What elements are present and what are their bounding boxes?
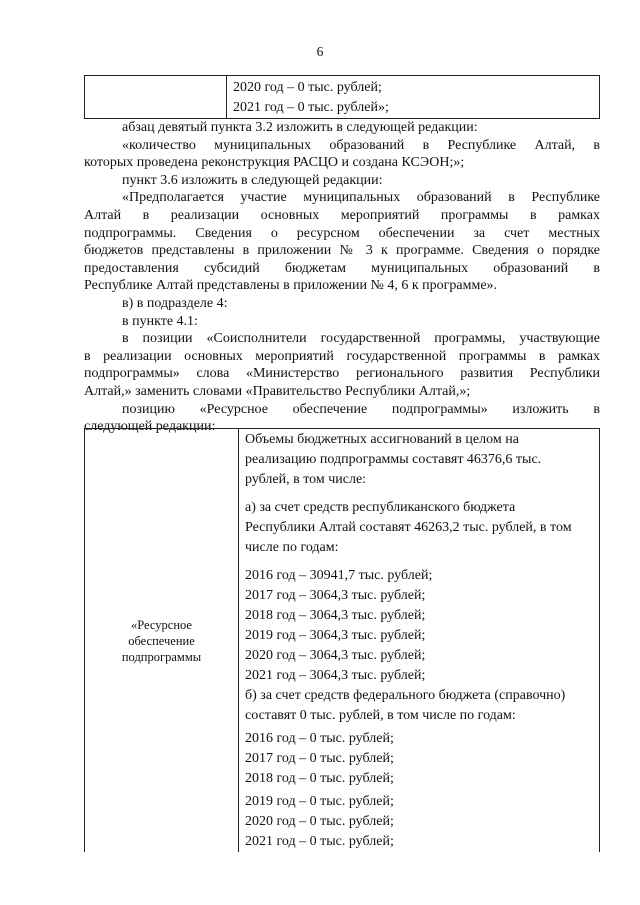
text-line: в реализации основных мероприятий государственной программы в рамках xyxy=(84,348,600,364)
text-line: в пункте 4.1: xyxy=(122,313,198,329)
top-table-line: 2021 год – 0 тыс. рублей»; xyxy=(233,100,389,115)
top-table-left-cell xyxy=(85,76,227,119)
page-number: 6 xyxy=(316,44,324,59)
text-line: в позиции «Соисполнители государственной программы, участвующие xyxy=(122,331,600,347)
intro-line: реализацию подпрограммы составят 46376,6 тыс. xyxy=(245,452,542,467)
paragraph-resources-first xyxy=(84,401,600,419)
regional-year-line: 2020 год – 3064,3 тыс. рублей; xyxy=(245,648,426,663)
text-line: бюджетов представлены в приложении № 3 к программе. Сведения о порядке xyxy=(84,243,600,259)
federal-intro-line: составят 0 тыс. рублей, в том числе по годам: xyxy=(245,708,516,723)
text-line: позицию «Ресурсное обеспечение подпрограммы» изложить в xyxy=(122,401,600,417)
top-table-fragment xyxy=(84,75,600,119)
text-line: «количество муниципальных образований в Республике Алтай, в xyxy=(122,137,600,153)
resources-label-line: обеспечение xyxy=(128,633,195,648)
resources-label-line: подпрограммы xyxy=(121,649,202,664)
federal-year-line: 2016 год – 0 тыс. рублей; xyxy=(245,731,394,746)
text-line: абзац девятый пункта 3.2 изложить в следующей редакции: xyxy=(122,120,478,135)
regional-intro-line: Республики Алтай составят 46263,2 тыс. рублей, в том xyxy=(245,520,572,535)
paragraph-3-2 xyxy=(84,119,600,137)
text-line: пункт 3.6 изложить в следующей редакции: xyxy=(122,172,383,188)
regional-year-line: 2018 год – 3064,3 тыс. рублей; xyxy=(245,608,426,623)
text-line: в) в подразделе 4: xyxy=(122,295,228,311)
regional-year-line: 2021 год – 3064,3 тыс. рублей; xyxy=(245,668,426,683)
resources-label-cell xyxy=(85,429,239,853)
text-line: предоставления субсидий бюджетам муниципальных образований в xyxy=(84,260,600,276)
paragraph-quote-3-2 xyxy=(84,137,600,155)
regional-intro-line: числе по годам: xyxy=(245,540,339,555)
resources-table xyxy=(84,428,600,852)
regional-intro-line: а) за счет средств республиканского бюджета xyxy=(245,500,516,515)
intro-line: рублей, в том числе: xyxy=(245,472,367,487)
resources-content-cell xyxy=(239,429,600,853)
text-line: которых проведена реконструкция РАСЦО и создана КСЭОН;»; xyxy=(84,155,465,171)
intro-line: Объемы бюджетных ассигнований в целом на xyxy=(245,432,519,447)
paragraph-quote-3-6 xyxy=(84,207,600,295)
text-line: Алтай,» заменить словами «Правительство Республики Алтай,»; xyxy=(84,383,471,399)
paragraph-coexecutors xyxy=(84,348,600,401)
federal-year-line: 2017 год – 0 тыс. рублей; xyxy=(245,751,394,766)
resources-label-line: «Ресурсное xyxy=(131,617,192,632)
federal-year-line: 2021 год – 0 тыс. рублей; xyxy=(245,834,394,849)
paragraph-subsection-4 xyxy=(84,295,600,313)
federal-year-line: 2020 год – 0 тыс. рублей; xyxy=(245,814,394,829)
regional-year-line: 2019 год – 3064,3 тыс. рублей; xyxy=(245,628,426,643)
text-line: подпрограммы. Сведения о ресурсном обеспечении за счет местных xyxy=(84,225,600,241)
paragraph-quote-3-6-first xyxy=(84,189,600,207)
text-line: Республике Алтай представлены в приложении № 4, 6 к программе». xyxy=(84,278,498,294)
body-text xyxy=(84,119,600,436)
paragraph-3-6 xyxy=(84,172,600,190)
federal-year-line: 2019 год – 0 тыс. рублей; xyxy=(245,794,394,809)
text-line: «Предполагается участие муниципальных образований в Республике xyxy=(122,190,600,206)
federal-intro-line: б) за счет средств федерального бюджета (справочно) xyxy=(245,688,566,703)
text-line: следующей редакции: xyxy=(84,419,216,435)
paragraph-quote-3-2-cont xyxy=(84,154,600,172)
paragraph-item-4-1 xyxy=(84,313,600,331)
text-line: подпрограммы» слова «Министерство регионального развития Республики xyxy=(84,366,600,382)
regional-year-line: 2017 год – 3064,3 тыс. рублей; xyxy=(245,588,426,603)
paragraph-coexecutors-first xyxy=(84,330,600,348)
federal-year-line: 2018 год – 0 тыс. рублей; xyxy=(245,771,394,786)
top-table-line: 2020 год – 0 тыс. рублей; xyxy=(233,80,382,95)
top-table-right-cell xyxy=(227,76,600,119)
regional-year-line: 2016 год – 30941,7 тыс. рублей; xyxy=(245,568,433,583)
text-line: Алтай в реализации основных мероприятий программы в рамках xyxy=(84,207,600,223)
